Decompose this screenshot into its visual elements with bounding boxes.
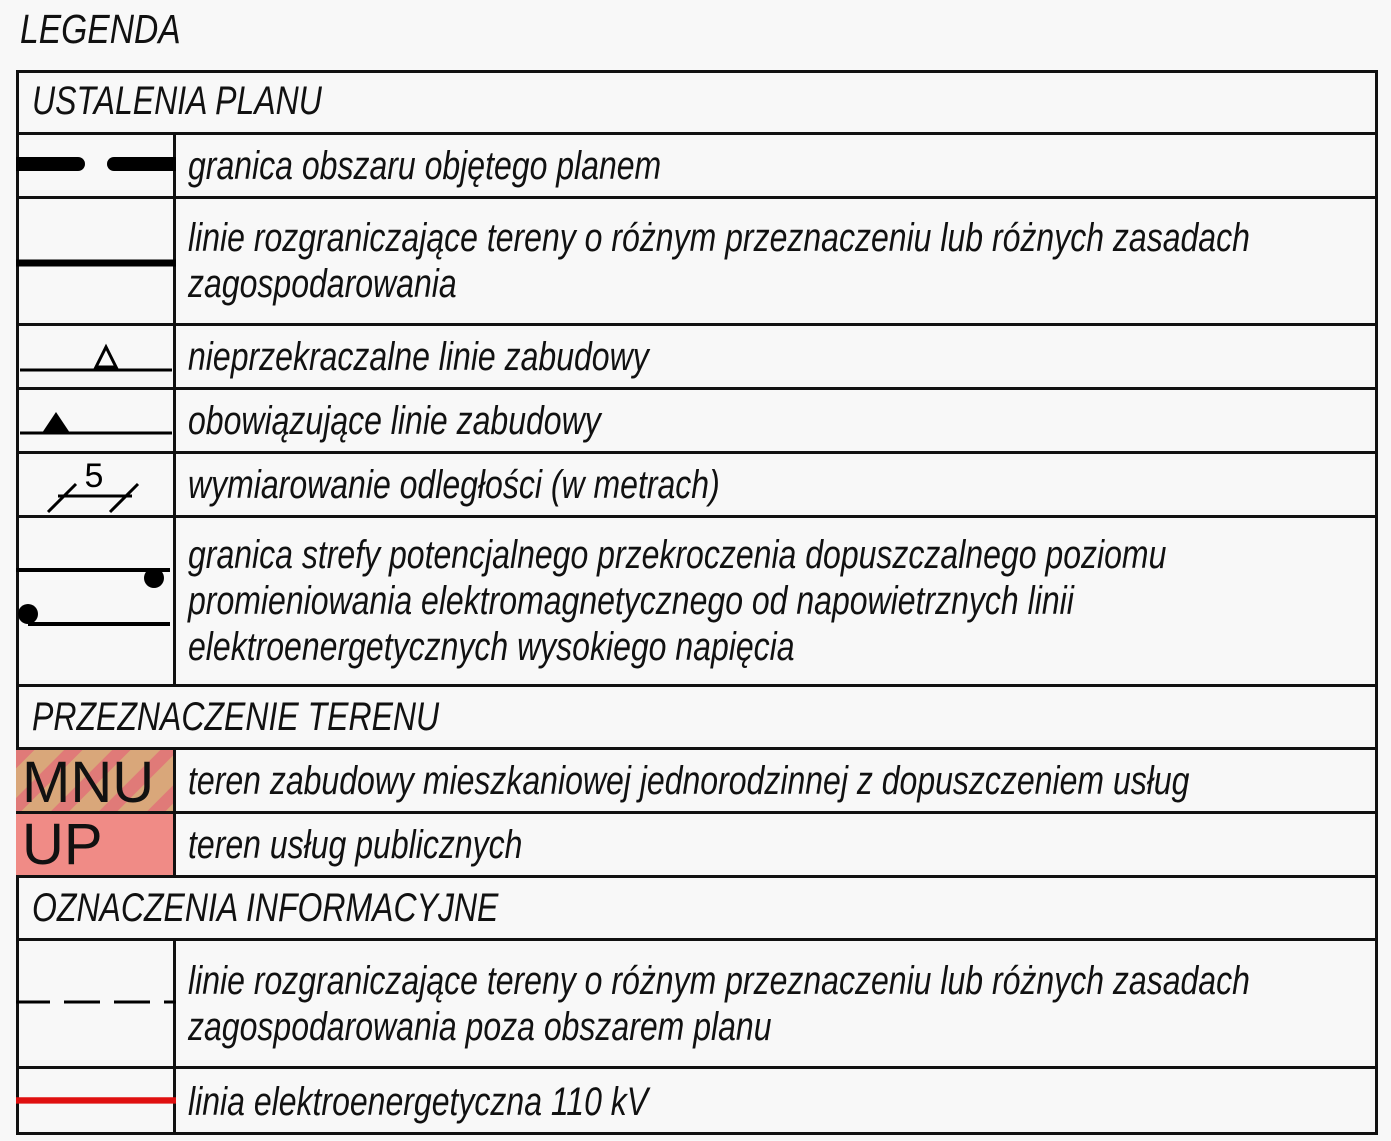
legend-row-em-radiation-zone [16,518,1378,687]
legend-row-outside-demarcation [16,941,1378,1069]
legend-row-mandatory-building-lines [16,390,1378,454]
legend-label-line-1: linie rozgraniczające tereny o różnym przeznaczeniu lub różnych zasadach [188,216,1250,260]
section-header-info [16,878,1378,941]
section-header-plan [16,70,1378,135]
distance-value: 5 [84,457,104,495]
zone-code-mnu: MNU [22,750,155,811]
section-title: USTALENIA PLANU [32,79,322,123]
legend-row-up [16,814,1378,878]
legend-label-line-2: zagospodarowania [188,262,457,306]
mnu-zone-swatch [16,750,176,811]
legend-label: obowiązujące linie zabudowy [188,398,601,443]
legend-row-mnu [16,750,1378,814]
zone-code-up: UP [22,812,103,877]
legend-label: nieprzekraczalne linie zabudowy [188,334,649,379]
legend-label: linia elektroenergetyczna 110 kV [188,1080,649,1124]
em-zone-boundary-symbol [16,518,176,684]
distance-dimension-symbol [16,454,176,515]
demarcation-line-symbol [16,199,176,323]
legend-row-distance-dimension [16,454,1378,518]
legend-label-line-1: granica strefy potencjalnego przekroczenia dopuszczalnego poziomu [188,533,1167,577]
plan-boundary-symbol [16,135,176,196]
up-zone-swatch [16,814,176,875]
legend-row-max-building-lines [16,326,1378,390]
legend-label: teren zabudowy mieszkaniowej jednorodzinnej z dopuszczeniem usług [188,758,1190,803]
legend-label: granica obszaru objętego planem [188,143,662,188]
legend-label-line-3: elektroenergetycznych wysokiego napięcia [188,625,795,669]
legend-label-line-1: linie rozgraniczające tereny o różnym przeznaczeniu lub różnych zasadach [188,958,1250,1003]
legend-row-plan-boundary [16,135,1378,199]
legend-row-demarcation-lines [16,199,1378,326]
legend-label: teren usług publicznych [188,822,523,867]
outside-demarcation-symbol [16,941,176,1066]
legend-label: wymiarowanie odległości (w metrach) [188,462,720,507]
max-building-line-symbol [16,326,176,387]
legend-title: LEGENDA [20,6,181,52]
section-header-land-use [16,687,1378,750]
section-title: OZNACZENIA INFORMACYJNE [32,886,499,930]
legend-label-line-2: zagospodarowania poza obszarem planu [188,1004,772,1049]
mandatory-building-line-symbol [16,390,176,451]
legend-label-line-2: promieniowania elektromagnetycznego od napowietrznych linii [188,579,1074,623]
section-title: PRZEZNACZENIE TERENU [32,695,440,739]
power-line-symbol [16,1069,176,1135]
legend-row-power-line [16,1069,1378,1135]
